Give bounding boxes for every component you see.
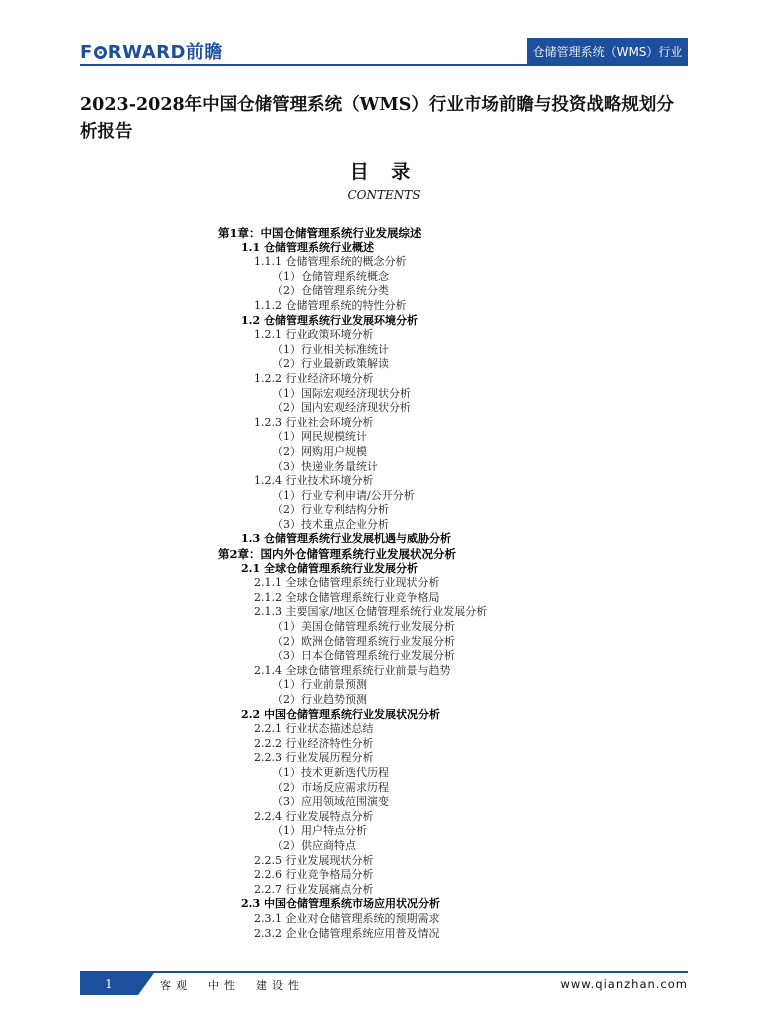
- page-number-tab-shape: [138, 973, 154, 995]
- toc-subsection[interactable]: 2.2.4 行业发展特点分析: [254, 809, 374, 823]
- toc-subsection[interactable]: 2.3.2 企业仓储管理系统应用普及情况: [254, 926, 440, 940]
- toc-section[interactable]: 2.3 中国仓储管理系统市场应用状况分析: [241, 897, 440, 911]
- logo-o-icon: [94, 46, 107, 59]
- toc-subsection[interactable]: 2.1.2 全球仓储管理系统行业竞争格局: [254, 590, 440, 604]
- page-header: [0, 0, 768, 72]
- header-divider: [80, 64, 527, 66]
- table-of-contents: [0, 226, 768, 941]
- toc-subsection[interactable]: 1.2.3 行业社会环境分析: [254, 415, 374, 429]
- toc-item[interactable]: （1）网民规模统计: [272, 430, 367, 444]
- toc-chapter[interactable]: 第1章：中国仓储管理系统行业发展综述: [218, 226, 422, 240]
- logo-suffix: RWARD前瞻: [107, 42, 223, 63]
- toc-subsection[interactable]: 2.2.7 行业发展痛点分析: [254, 882, 374, 896]
- report-title: 2023-2028年中国仓储管理系统（WMS）行业市场前瞻与投资战略规划分析报告: [80, 95, 674, 142]
- toc-subsection[interactable]: 1.2.1 行业政策环境分析: [254, 328, 374, 342]
- logo-prefix: F: [80, 42, 93, 63]
- toc-subsection[interactable]: 2.2.1 行业状态描述总结: [254, 722, 374, 736]
- toc-item[interactable]: （1）国际宏观经济现状分析: [272, 386, 411, 400]
- toc-subsection[interactable]: 2.1.4 全球仓储管理系统行业前景与趋势: [254, 663, 451, 677]
- toc-item[interactable]: （2）仓储管理系统分类: [272, 284, 389, 298]
- toc-item[interactable]: （3）应用领域范围演变: [272, 795, 389, 809]
- toc-subsection[interactable]: 2.2.3 行业发展历程分析: [254, 751, 374, 765]
- toc-item[interactable]: （1）美国仓储管理系统行业发展分析: [272, 620, 455, 634]
- toc-subsection[interactable]: 2.3.1 企业对仓储管理系统的预期需求: [254, 911, 440, 925]
- toc-subsection[interactable]: 1.1.1 仓储管理系统的概念分析: [254, 255, 407, 269]
- header-industry-tab: 仓储管理系统（WMS）行业: [527, 38, 688, 66]
- toc-item[interactable]: （2）网购用户规模: [272, 444, 367, 458]
- toc-item[interactable]: （3）快递业务量统计: [272, 459, 378, 473]
- toc-subheading: CONTENTS: [347, 188, 421, 202]
- toc-subsection[interactable]: 2.2.6 行业竞争格局分析: [254, 868, 374, 882]
- toc-item[interactable]: （1）仓储管理系统概念: [272, 269, 389, 283]
- toc-section[interactable]: 2.1 全球仓储管理系统行业发展分析: [241, 561, 418, 575]
- toc-heading: 目 录: [349, 161, 419, 183]
- toc-chapter[interactable]: 第2章：国内外仓储管理系统行业发展状况分析: [218, 547, 456, 562]
- toc-item[interactable]: （1）行业前景预测: [272, 678, 367, 692]
- toc-subsection[interactable]: 2.1.3 主要国家/地区仓储管理系统行业发展分析: [254, 605, 488, 619]
- toc-item[interactable]: （2）国内宏观经济现状分析: [272, 401, 411, 415]
- toc-item[interactable]: （2）欧洲仓储管理系统行业发展分析: [272, 634, 455, 648]
- toc-item[interactable]: （1）技术更新迭代历程: [272, 765, 389, 779]
- toc-item[interactable]: （2）市场反应需求历程: [272, 780, 389, 794]
- toc-section[interactable]: 1.2 仓储管理系统行业发展环境分析: [241, 313, 418, 327]
- page-number: 1: [80, 973, 138, 995]
- toc-item[interactable]: （2）行业趋势预测: [272, 693, 367, 706]
- toc-item[interactable]: （3）技术重点企业分析: [272, 517, 389, 531]
- toc-subsection[interactable]: 1.2.2 行业经济环境分析: [254, 371, 374, 385]
- toc-item[interactable]: （3）日本仓储管理系统行业发展分析: [272, 649, 455, 663]
- toc-section[interactable]: 1.1 仓储管理系统行业概述: [241, 240, 374, 254]
- toc-item[interactable]: （2）行业最新政策解读: [272, 357, 389, 371]
- toc-subsection[interactable]: 2.2.5 行业发展现状分析: [254, 853, 374, 867]
- toc-section[interactable]: 2.2 中国仓储管理系统行业发展状况分析: [241, 707, 440, 721]
- toc-item[interactable]: （2）供应商特点: [272, 838, 356, 852]
- toc-subsection[interactable]: 2.1.1 全球仓储管理系统行业现状分析: [254, 576, 440, 590]
- toc-item[interactable]: （1）行业相关标准统计: [272, 342, 389, 356]
- footer-slogan: 客观 中性 建设性: [160, 979, 304, 992]
- toc-section[interactable]: 1.3 仓储管理系统行业发展机遇与威胁分析: [241, 532, 451, 546]
- toc-item[interactable]: （1）行业专利申请/公开分析: [272, 488, 415, 502]
- forward-logo: [80, 42, 223, 64]
- toc-subsection[interactable]: 1.2.4 行业技术环境分析: [254, 474, 374, 488]
- toc-item[interactable]: （2）行业专利结构分析: [272, 503, 389, 517]
- footer-divider: [80, 971, 688, 973]
- toc-subsection[interactable]: 1.1.2 仓储管理系统的特性分析: [254, 298, 407, 312]
- toc-item[interactable]: （1）用户特点分析: [272, 824, 367, 838]
- page-footer: [80, 971, 688, 995]
- toc-subsection[interactable]: 2.2.2 行业经济特性分析: [254, 736, 374, 750]
- footer-website[interactable]: www.qianzhan.com: [560, 977, 688, 991]
